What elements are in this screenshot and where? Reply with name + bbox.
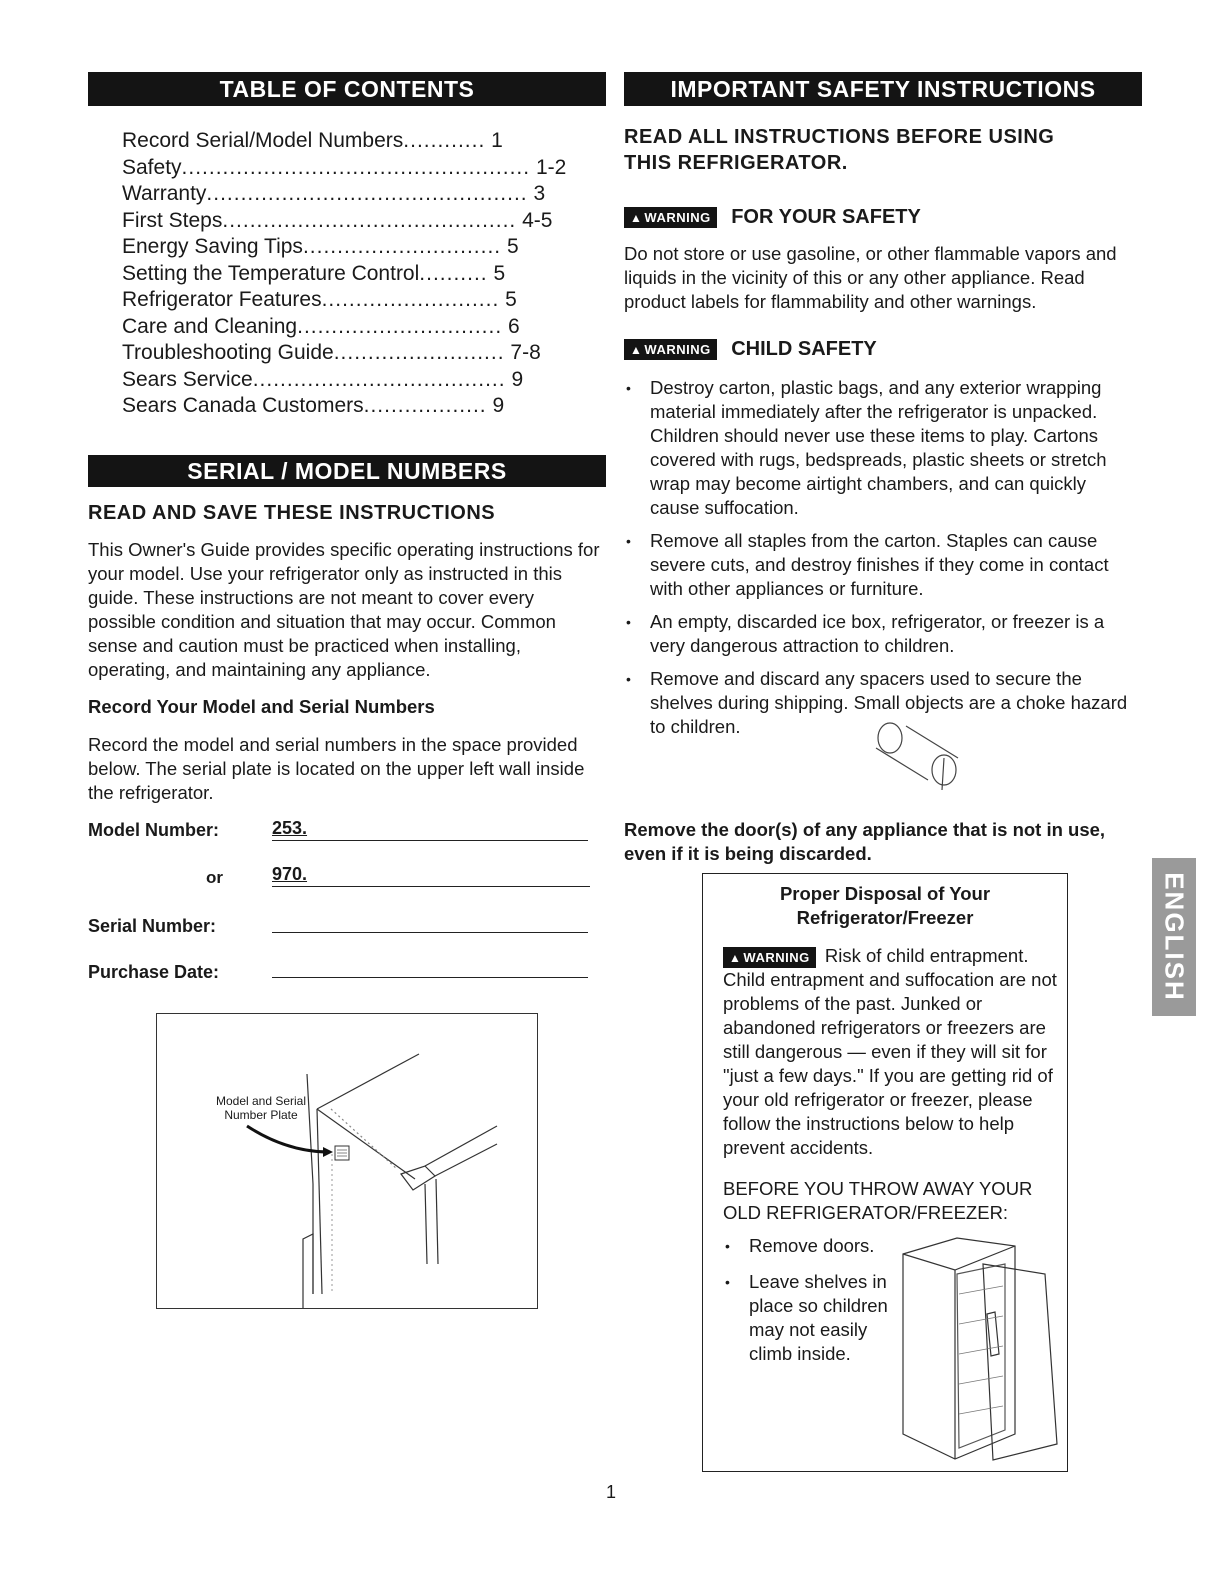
child-safety-item: • An empty, discarded ice box, refrigerator, or freezer is a very dangerous attraction to children.	[624, 610, 1134, 658]
warning-triangle-icon: ▲	[630, 211, 643, 225]
toc-entry-title: Refrigerator Features	[122, 288, 322, 311]
figure-caption	[201, 1094, 321, 1122]
serial-banner: SERIAL / MODEL NUMBERS	[88, 455, 606, 487]
warning-badge	[723, 947, 816, 968]
model-number-label: Model Number:	[88, 820, 220, 840]
disposal-title-line2: Refrigerator/Freezer	[796, 907, 974, 928]
disposal-title	[703, 882, 1067, 930]
toc-entry-page: 5	[506, 235, 519, 258]
read-all-heading	[624, 124, 1054, 176]
for-your-safety-title: FOR YOUR SAFETY	[731, 206, 921, 228]
warning-badge-text: WARNING	[644, 342, 711, 357]
toc-entry-leader: .........................	[333, 341, 505, 364]
serial-number-field[interactable]	[272, 910, 588, 933]
toc-entry	[122, 367, 532, 393]
toc-entry-leader: .....................................	[252, 367, 506, 391]
toc-entry	[122, 393, 532, 419]
toc-entry-page: 5	[493, 261, 506, 285]
toc-entry	[122, 340, 541, 366]
child-safety-title: CHILD SAFETY	[731, 338, 877, 360]
disposal-item: • Leave shelves in place so children may not easily climb inside.	[723, 1270, 898, 1366]
toc-entry-leader: ...............................................	[206, 182, 528, 205]
toc-entry	[122, 208, 553, 234]
toc-entry-page: 6	[508, 314, 520, 338]
read-all-heading-line1: READ ALL INSTRUCTIONS BEFORE USING	[624, 126, 1055, 148]
toc-entry-page: 9	[492, 394, 505, 417]
child-safety-item: • Remove all staples from the carton. Staples can cause severe cuts, and destroy finishes if they come in contact with other appliances or furniture.	[624, 529, 1134, 601]
page-number: 1	[606, 1482, 617, 1502]
toc-entry-leader: ............	[403, 129, 486, 152]
before-you-throw: BEFORE YOU THROW AWAY YOUR OLD REFRIGERATOR/FREEZER:	[723, 1178, 1033, 1223]
toc-entry	[122, 128, 532, 154]
toc-entry-title: First Steps	[122, 208, 223, 232]
model-number-field-1[interactable]: 253.	[272, 818, 588, 841]
warning-triangle-icon: ▲	[630, 343, 643, 357]
disposal-warning	[723, 944, 1058, 1160]
read-all-heading-line2: THIS REFRIGERATOR.	[624, 152, 848, 174]
toc-entry-title: Energy Saving Tips	[122, 235, 303, 258]
child-safety-list	[624, 376, 1134, 748]
toc-entry-leader: ..........	[419, 261, 488, 285]
safety-banner: IMPORTANT SAFETY INSTRUCTIONS	[624, 72, 1142, 106]
for-your-safety-heading	[624, 206, 921, 229]
toc-entry-leader: ...........................................	[222, 208, 517, 232]
purchase-date-label: Purchase Date:	[88, 962, 220, 982]
open-refrigerator-illustration	[895, 1234, 1065, 1464]
toc-entry-leader: ..................	[363, 394, 487, 417]
serial-plate-figure	[156, 1013, 538, 1309]
toc-entry	[122, 181, 546, 207]
read-save-heading: READ AND SAVE THESE INSTRUCTIONS	[88, 502, 496, 524]
child-safety-item: • Remove and discard any spacers used to secure the shelves during shipping. Small objects are a choke hazard to children.	[624, 667, 1134, 739]
toc-entry	[122, 261, 532, 287]
figure-caption-line2: Number Plate	[224, 1108, 298, 1122]
warning-badge	[624, 339, 717, 360]
warning-triangle-icon: ▲	[729, 950, 742, 965]
record-heading: Record Your Model and Serial Numbers	[88, 696, 435, 717]
toc-entry-title: Care and Cleaning	[122, 314, 298, 338]
toc-entry-page: 1	[491, 129, 503, 152]
toc-entry-page: 7-8	[510, 341, 541, 364]
toc-entry-page: 3	[533, 182, 546, 205]
toc-entry	[122, 287, 532, 313]
refrigerator-corner-illustration	[157, 1014, 537, 1308]
toc-entry-title: Troubleshooting Guide	[122, 341, 334, 364]
serial-number-label: Serial Number:	[88, 916, 217, 936]
english-side-tab-label: ENGLISH	[1159, 872, 1190, 1002]
toc-entry-leader: ..............................	[297, 314, 503, 338]
model-number-field-2[interactable]: 970.	[272, 864, 590, 887]
disposal-title-line1: Proper Disposal of Your	[779, 883, 991, 904]
english-side-tab	[1152, 858, 1196, 1016]
figure-caption-line1: Model and Serial	[215, 1094, 307, 1108]
record-text: Record the model and serial numbers in the space provided below. The serial plate is located on the upper left wall inside the refrigerator.	[88, 734, 585, 803]
toc-entry-title: Sears Canada Customers	[122, 394, 364, 417]
toc-entry-page: 5	[505, 288, 517, 311]
toc-entry-leader: ..........................	[321, 288, 500, 311]
warning-badge	[624, 207, 717, 228]
toc-entry-leader: ...................................................	[181, 155, 531, 179]
remove-doors-warning: Remove the door(s) of any appliance that is not in use, even if it is being discarded.	[624, 819, 1106, 864]
purchase-date-field[interactable]	[272, 955, 588, 978]
disposal-item: • Remove doors.	[723, 1234, 898, 1258]
plastic-roll-illustration	[866, 718, 976, 798]
toc-entry-page: 9	[511, 367, 524, 391]
toc-entry-title: Safety	[122, 155, 182, 179]
toc-entry-title: Record Serial/Model Numbers	[122, 129, 404, 152]
warning-badge-text: WARNING	[743, 949, 810, 965]
toc-entry-title: Warranty	[122, 182, 207, 205]
toc-entry	[122, 234, 532, 260]
warning-badge-text: WARNING	[644, 210, 711, 225]
owners-guide-intro: This Owner's Guide provides specific operating instructions for your model. Use your refrigerator only as instructed in this guide. These instructions are not meant to cover every possible condition and situation that may occur. Common sense and caution must be practiced when installing, operating, and maintaining any appliance.	[88, 539, 600, 680]
for-your-safety-text: Do not store or use gasoline, or other flammable vapors and liquids in the vicinity of this or any other appliance. Read product labels for flammability and other warnings.	[624, 243, 1117, 312]
toc-entry	[122, 314, 532, 340]
toc-entry-title: Setting the Temperature Control	[122, 261, 420, 285]
toc-entry-title: Sears Service	[122, 367, 253, 391]
disposal-warning-text: entrapment. Child entrapment and suffocation are not problems of the past. Junked or abandoned refrigerators or freezers are still dangerous — even if they will sit for "just a few days." If you are getting rid of your old refrigerator or freezer, please follow the instructions below to help prevent accidents.	[723, 945, 1057, 1158]
toc-entry	[122, 155, 567, 181]
or-label: or	[206, 868, 223, 887]
toc-banner: TABLE OF CONTENTS	[88, 72, 606, 106]
child-safety-item: • Destroy carton, plastic bags, and any exterior wrapping material immediately after the refrigerator is unpacked. Children should never use these items to play. Cartons covered with rugs, bedspreads, plastic sheets or stretch wrap may become airtight chambers, and can quickly cause suffocation.	[624, 376, 1134, 520]
child-safety-heading	[624, 338, 877, 361]
disposal-warning-lead: Risk of child	[824, 945, 925, 966]
toc-entry-leader: .............................	[302, 235, 502, 258]
disposal-list	[723, 1234, 898, 1378]
disposal-box	[702, 873, 1068, 1472]
toc-entry-page: 4-5	[522, 208, 553, 232]
toc-entry-page: 1-2	[535, 155, 567, 179]
